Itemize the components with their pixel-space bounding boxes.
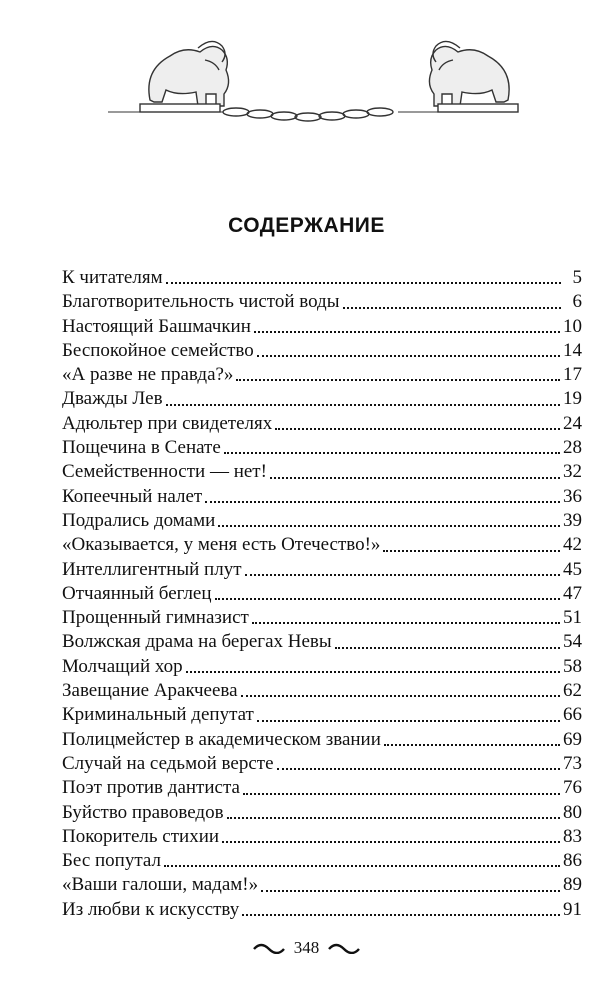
toc-entry xyxy=(62,703,582,727)
toc-dot-leader xyxy=(215,598,560,600)
toc-entry-page: 10 xyxy=(563,315,582,337)
toc-entry-title: Настоящий Башмачкин xyxy=(62,315,251,337)
toc-entry-page: 28 xyxy=(563,437,582,459)
toc-entry-page: 73 xyxy=(563,752,582,774)
toc-entry-page: 86 xyxy=(563,850,582,872)
toc-dot-leader xyxy=(236,379,560,381)
toc-entry xyxy=(62,898,582,922)
toc-entry xyxy=(62,873,582,897)
toc-entry xyxy=(62,436,582,460)
toc-entry xyxy=(62,558,582,582)
toc-entry-title: Семейственности — нет! xyxy=(62,461,267,483)
toc-entry-page: 80 xyxy=(563,801,582,823)
toc-entry-title: Дважды Лев xyxy=(62,388,163,410)
page-footer xyxy=(0,938,613,958)
toc-entry-page: 32 xyxy=(563,461,582,483)
toc-entry xyxy=(62,752,582,776)
toc-entry xyxy=(62,630,582,654)
toc-entry xyxy=(62,849,582,873)
toc-entry-title: «Оказывается, у меня есть Отечество!» xyxy=(62,534,381,556)
table-of-contents xyxy=(62,266,582,922)
toc-entry-page: 45 xyxy=(563,558,582,580)
toc-dot-leader xyxy=(275,428,560,430)
toc-entry-page: 58 xyxy=(563,655,582,677)
toc-dot-leader xyxy=(252,622,560,624)
toc-entry xyxy=(62,606,582,630)
toc-entry-title: Бес попутал xyxy=(62,850,161,872)
toc-dot-leader xyxy=(227,817,560,819)
toc-entry xyxy=(62,776,582,800)
toc-entry xyxy=(62,533,582,557)
toc-entry-page: 19 xyxy=(563,388,582,410)
toc-entry-page: 36 xyxy=(563,485,582,507)
toc-entry xyxy=(62,290,582,314)
toc-entry-page: 54 xyxy=(563,631,582,653)
toc-dot-leader xyxy=(257,355,560,357)
toc-entry-page: 69 xyxy=(563,728,582,750)
toc-entry-title: Покоритель стихии xyxy=(62,825,220,847)
toc-dot-leader xyxy=(335,647,560,649)
toc-entry-title: К читателям xyxy=(62,267,163,288)
toc-entry-title: Прощенный гимназист xyxy=(62,607,249,629)
toc-entry-title: Благотворительность чистой воды xyxy=(62,291,340,313)
chain-icon xyxy=(223,108,393,121)
toc-entry-title: «А разве не правда?» xyxy=(62,364,234,386)
toc-entry xyxy=(62,412,582,436)
toc-entry-page: 76 xyxy=(563,777,582,799)
toc-entry-page: 51 xyxy=(563,607,582,629)
toc-entry xyxy=(62,679,582,703)
toc-entry xyxy=(62,387,582,411)
toc-dot-leader xyxy=(383,550,560,552)
toc-entry-title: Пощечина в Сенате xyxy=(62,437,221,459)
toc-entry xyxy=(62,363,582,387)
toc-dot-leader xyxy=(205,501,560,503)
toc-dot-leader xyxy=(166,404,560,406)
toc-entry-title: Полицмейстер в академическом звании xyxy=(62,728,381,750)
toc-entry-title: Завещание Аракчеева xyxy=(62,680,238,702)
toc-entry-title: Буйство правоведов xyxy=(62,801,224,823)
toc-dot-leader xyxy=(186,671,560,673)
toc-entry-page: 47 xyxy=(563,582,582,604)
toc-entry xyxy=(62,460,582,484)
tilde-flourish-icon xyxy=(327,942,361,954)
toc-dot-leader xyxy=(245,574,560,576)
toc-dot-leader xyxy=(166,282,561,284)
toc-entry-page: 39 xyxy=(563,509,582,531)
toc-entry-title: Подрались домами xyxy=(62,509,216,531)
toc-dot-leader xyxy=(257,720,560,722)
toc-entry-page: 66 xyxy=(563,704,582,726)
toc-dot-leader xyxy=(218,525,560,527)
toc-entry-page: 5 xyxy=(572,267,582,288)
left-lion-icon xyxy=(108,41,229,112)
toc-dot-leader xyxy=(270,477,560,479)
toc-entry-page: 24 xyxy=(563,412,582,434)
toc-dot-leader xyxy=(343,307,562,309)
toc-entry-title: Криминальный депутат xyxy=(62,704,254,726)
toc-dot-leader xyxy=(384,744,560,746)
toc-dot-leader xyxy=(164,865,560,867)
lions-and-chain-ornament xyxy=(0,0,613,150)
toc-entry xyxy=(62,582,582,606)
toc-entry xyxy=(62,655,582,679)
toc-entry-page: 42 xyxy=(563,534,582,556)
toc-entry-title: Беспокойное семейство xyxy=(62,339,254,361)
toc-entry xyxy=(62,509,582,533)
toc-entry xyxy=(62,825,582,849)
toc-entry-title: Поэт против дантиста xyxy=(62,777,240,799)
toc-entry xyxy=(62,315,582,339)
toc-dot-leader xyxy=(261,890,560,892)
toc-entry-page: 91 xyxy=(563,898,582,920)
toc-entry-page: 89 xyxy=(563,874,582,896)
toc-entry xyxy=(62,801,582,825)
toc-entry-title: Интеллигентный плут xyxy=(62,558,242,580)
toc-entry xyxy=(62,266,582,290)
toc-dot-leader xyxy=(254,331,560,333)
toc-dot-leader xyxy=(277,768,561,770)
toc-entry xyxy=(62,728,582,752)
toc-dot-leader xyxy=(243,793,560,795)
toc-dot-leader xyxy=(222,841,560,843)
toc-entry-title: Копеечный налет xyxy=(62,485,203,507)
right-lion-icon xyxy=(398,41,518,112)
toc-entry-page: 17 xyxy=(563,364,582,386)
toc-entry-page: 14 xyxy=(563,339,582,361)
toc-entry-title: Волжская драма на берегах Невы xyxy=(62,631,332,653)
toc-dot-leader xyxy=(224,452,560,454)
toc-dot-leader xyxy=(242,914,560,916)
toc-entry-title: Отчаянный беглец xyxy=(62,582,212,604)
page-title: СОДЕРЖАНИЕ xyxy=(228,214,385,237)
tilde-flourish-icon xyxy=(252,942,286,954)
toc-entry-page: 62 xyxy=(563,680,582,702)
toc-entry-title: Адюльтер при свидетелях xyxy=(62,412,273,434)
toc-dot-leader xyxy=(241,695,560,697)
toc-entry-title: Молчащий хор xyxy=(62,655,183,677)
toc-entry xyxy=(62,485,582,509)
toc-entry-title: Случай на седьмой версте xyxy=(62,752,274,774)
toc-entry-title: «Ваши галоши, мадам!» xyxy=(62,874,259,896)
toc-entry-title: Из любви к искусству xyxy=(62,898,240,920)
page-number: 348 xyxy=(293,938,320,957)
toc-entry xyxy=(62,339,582,363)
toc-entry-page: 6 xyxy=(572,291,582,313)
toc-entry-page: 83 xyxy=(563,825,582,847)
